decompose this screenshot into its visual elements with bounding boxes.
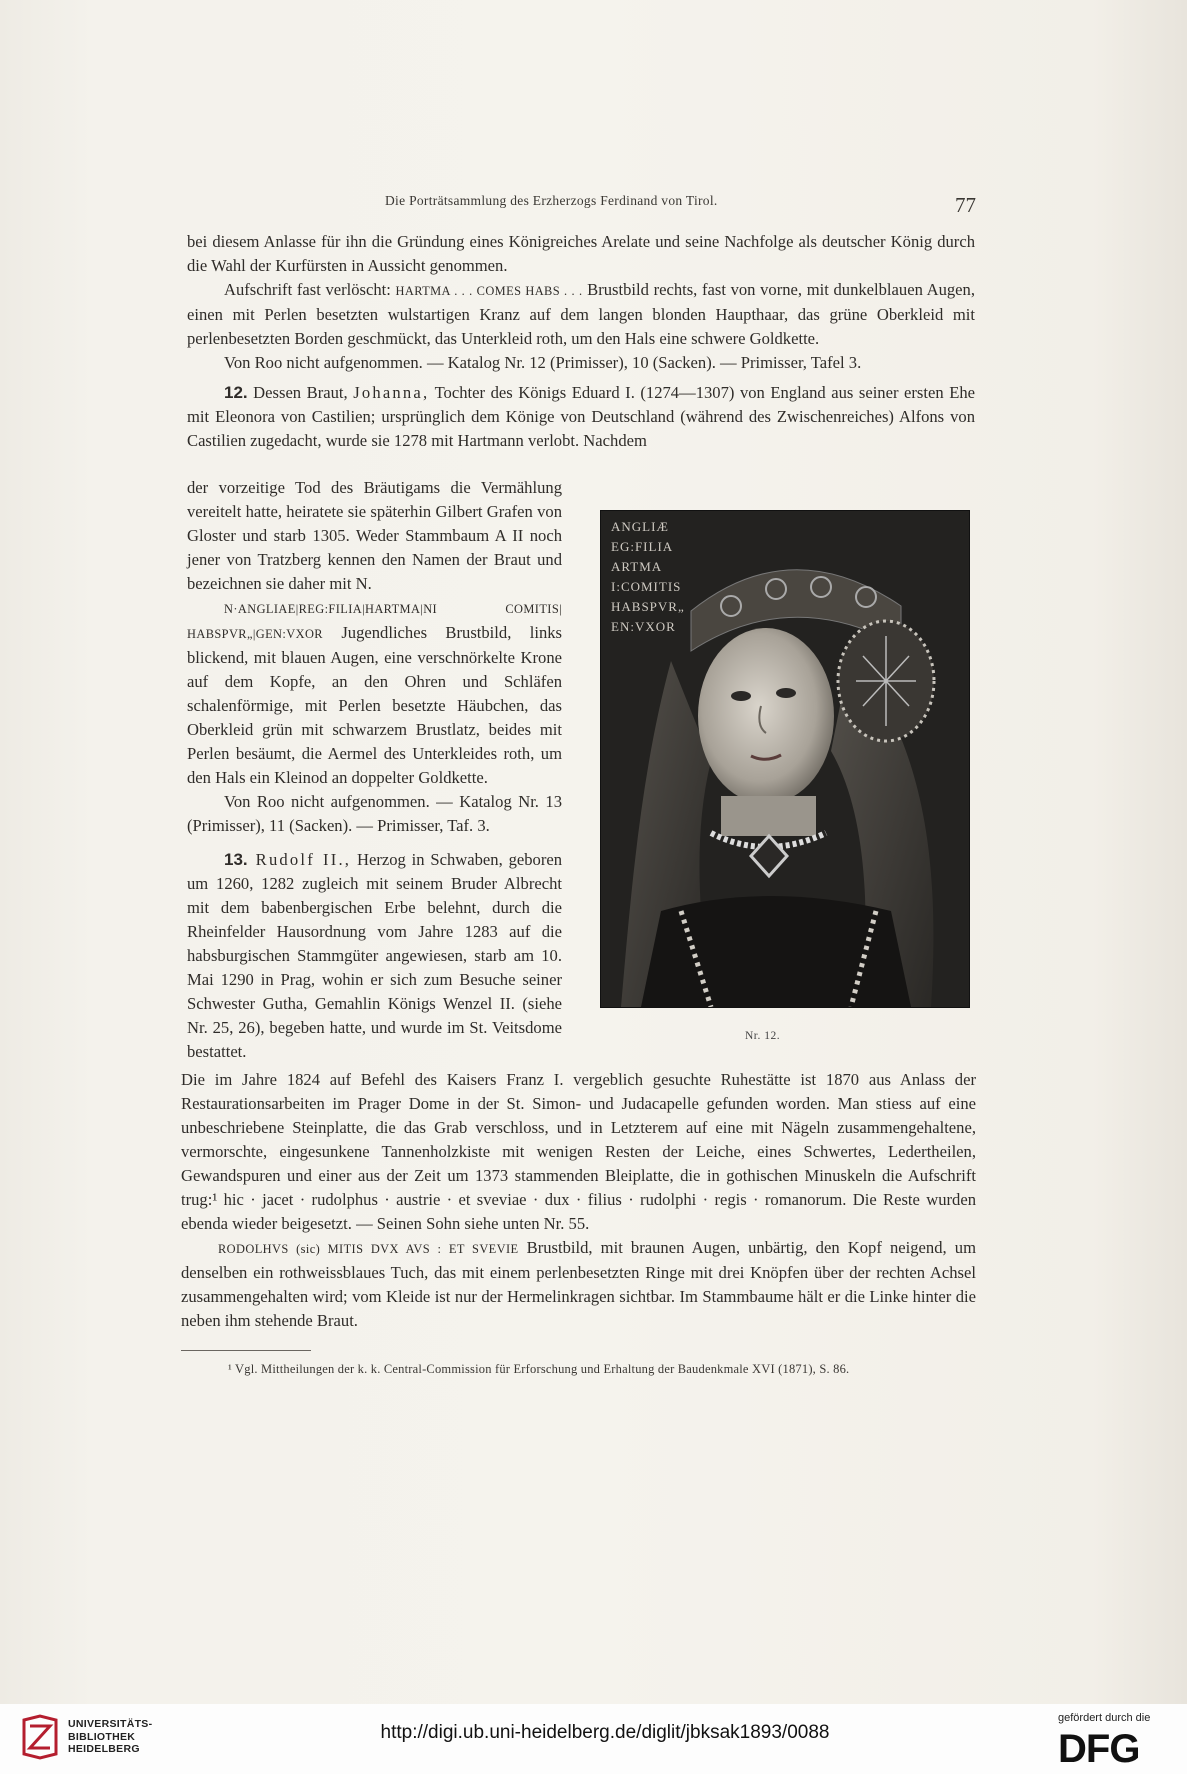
- running-title: Die Porträtsammlung des Erzherzogs Ferdinand von Tirol.: [385, 193, 718, 208]
- entry-number: 13.: [224, 850, 248, 869]
- paragraph: RODOLHVS (sic) MITIS DVX AVS : ET SVEVIE Brustbild, mit braunen Augen, unbärtig, den Kopf neigend, um denselben ein rothweissblaues Tuch, das mit einem perlenbesetzten Ringe mit drei Knöpfen über der rechten Achsel zusammengehalten wird; vom Kleide ist nur der Hermelinkragen sichtbar. Im Stammbaume hält er die Linke hinter die neben ihm stehende Braut.: [181, 1238, 976, 1330]
- entry-number: 12.: [224, 383, 248, 402]
- source-url[interactable]: http://digi.ub.uni-heidelberg.de/diglit/jbksak1893/0088: [380, 1722, 830, 1743]
- dfg-logo: DFG: [1058, 1727, 1140, 1771]
- inscription-line: HABSPVR„: [611, 599, 685, 614]
- entry-12-intro: 12. Dessen Braut, Johanna, Tochter des Königs Eduard I. (1274—1307) von England aus seiner ersten Ehe mit Eleonora von Castilien; ursprünglich dem Könige von Deutschland (während des Zwischenreiches) Alfons von Castilien zugedacht, wurde sie 1278 mit Hartmann verlobt. Nachdem: [187, 383, 975, 450]
- paragraph: Von Roo nicht aufgenommen. — Katalog Nr. 12 (Primisser), 10 (Sacken). — Primisser, Tafel 3.: [224, 353, 862, 372]
- inscription-line: I:COMITIS: [611, 579, 682, 594]
- inscription-line: EG:FILIA: [611, 539, 674, 554]
- paragraph: Aufschrift fast verlöscht: HARTMA . . . COMES HABS . . . Brustbild rechts, fast von vorne, mit dunkelblauen Augen, einen mit Perlen besetzten wulstartigen Kranz auf dem langen blonden Haupthaar, das grüne Oberkleid mit perlenbesetzten Borden geschmückt, das Unterkleid roth, um den Hals eine schwere Goldkette.: [187, 280, 975, 348]
- paragraph: bei diesem Anlasse für ihn die Gründung eines Königreiches Arelate und seine Nachfolge als deutscher König durch die Wahl der Kurfürsten in Aussicht genommen.: [187, 232, 975, 275]
- footnote-rule: [181, 1350, 311, 1351]
- inscription-line: ANGLIÆ: [611, 519, 669, 534]
- inscription: HARTMA . . . COMES HABS . . .: [395, 284, 583, 298]
- entry-13-intro: 13. Rudolf II., Herzog in Schwaben, geboren um 1260, 1282 zugleich mit seinem Bruder Albrecht mit dem babenbergischen Erbe belehnt, durch die Rheinfelder Hausordnung vom Jahre 1283 auf die habsburgischen Stammgüter angewiesen, starb am 10. Mai 1290 in Prag, wohin er sich zum Besuche seiner Schwester Gutha, Gemahlin Königs Wenzel II. (siehe Nr. 25, 26), begeben hatte, und wurde im St. Veitsdome bestattet.: [187, 850, 563, 1061]
- entry-name: Rudolf II.,: [247, 850, 352, 869]
- university-library-logo-icon: [20, 1714, 60, 1760]
- footnote: ¹ Vgl. Mittheilungen der k. k. Central-Commission für Erforschung und Erhaltung der Baudenkmale XVI (1871), S. 86.: [228, 1362, 850, 1376]
- sponsor-label: gefördert durch die: [1058, 1712, 1151, 1724]
- portrait-illustration: [601, 511, 969, 1007]
- inscription: RODOLHVS (sic) MITIS DVX AVS : ET SVEVIE: [218, 1242, 519, 1256]
- library-name: UNIVERSITÄTS- BIBLIOTHEK HEIDELBERG: [68, 1718, 153, 1755]
- paragraph: N·ANGLIAE|REG:FILIA|HARTMA|NI COMITIS| HABSPVR„|GEN:VXOR Jugendliches Brustbild, links blickend, mit blauen Augen, eine verschnörkelte Krone auf dem Kopfe, an den Ohren und Schläfen schalenförmige, mit Perlen besetzte Häubchen, das Oberkleid grün mit schwarzem Brustlatz, beides mit Perlen besäumt, die Aermel des Unterkleides roth, um den Hals ein Kleinod an doppelter Goldkette.: [187, 602, 562, 787]
- entry-name: Johanna,: [353, 383, 430, 402]
- page-number: 77: [955, 193, 976, 217]
- paragraph: Von Roo nicht aufgenommen. — Katalog Nr. 13 (Primisser), 11 (Sacken). — Primisser, Taf. 3.: [187, 792, 562, 835]
- inscription: N·ANGLIAE|REG:FILIA|HARTMA|NI COMITIS| HABSPVR„|GEN:VXOR: [187, 602, 562, 641]
- paragraph: der vorzeitige Tod des Bräutigams die Vermählung vereitelt hatte, heiratete sie späterhin Gilbert Grafen von Gloster und starb 1305. Weder Stammbaum A II noch jener von Tratzberg kennen den Namen der Braut und bezeichnen sie daher mit N.: [187, 478, 562, 593]
- text-block-left-column: [187, 476, 562, 1064]
- inscription-line: ARTMA: [611, 559, 663, 574]
- text-block-bottom: [181, 1068, 976, 1333]
- figure-caption: Nr. 12.: [745, 1030, 781, 1042]
- paragraph: Die im Jahre 1824 auf Befehl des Kaisers Franz I. vergeblich gesuchte Ruhestätte ist 1870 aus Anlass der Restaurationsarbeiten im Prager Dome in der St. Simon- und Judacapelle gefunden worden. Man stiess auf eine unbeschriebene Steinplatte, die das Grab verschloss, und in Letzterem auf eine mit Nägeln zusammengehaltene, vermorschte, eingesunkene Tannenholzkiste mit wenigen Resten der Leiche, eines Schwertes, Ledertheilen, Gewandspuren und einer aus der Zeit um 1373 stammenden Bleiplatte, die in gothischen Minuskeln die Aufschrift trug:¹ hic · jacet · rudolphus · austrie · et sveviae · dux · filius · rudolphi · regis · romanorum. Die Reste wurden ebenda wieder beigesetzt. — Seinen Sohn siehe unten Nr. 55.: [181, 1070, 976, 1233]
- portrait-figure: [600, 510, 970, 1008]
- inscription-line: EN:VXOR: [611, 619, 676, 634]
- text-block-top: [187, 230, 975, 453]
